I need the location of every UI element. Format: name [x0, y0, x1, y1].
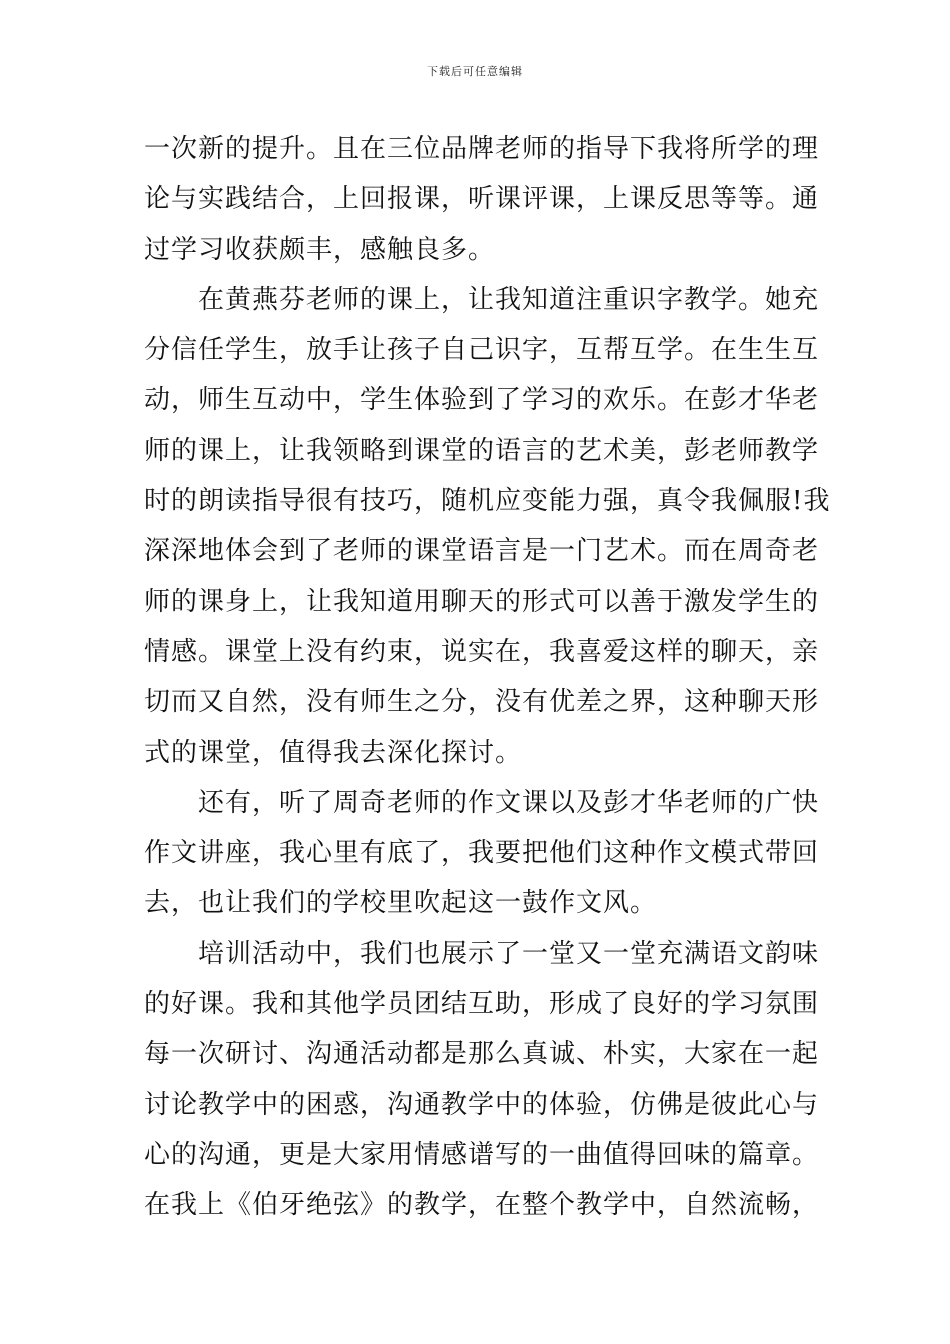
paragraph-first-line: 还有，听了周奇老师的作文课以及彭才华老师的广快	[198, 787, 820, 818]
text-line: 去，也让我们的学校里吹起这一鼓作文风。	[144, 888, 658, 919]
text-line: 切而又自然，没有师生之分，没有优差之界，这种聊天形	[144, 687, 820, 718]
text-line: 动，师生互动中，学生体验到了学习的欢乐。在彭才华老	[144, 385, 820, 416]
text-line: 讨论教学中的困惑，沟通教学中的体验，仿佛是彼此心与	[144, 1089, 820, 1120]
text-line: 式的课堂，值得我去深化探讨。	[144, 737, 523, 768]
text-line: 时的朗读指导很有技巧，随机应变能力强，真令我佩服!我	[144, 486, 831, 517]
text-line: 师的课上，让我领略到课堂的语言的艺术美，彭老师教学	[144, 435, 820, 466]
text-line: 分信任学生，放手让孩子自己识字，互帮互学。在生生互	[144, 335, 820, 366]
text-line: 在我上《伯牙绝弦》的教学，在整个教学中，自然流畅，	[144, 1190, 820, 1221]
text-line: 情感。课堂上没有约束，说实在，我喜爱这样的聊天，亲	[144, 636, 820, 667]
text-line: 每一次研讨、沟通活动都是那么真诚、朴实，大家在一起	[144, 1039, 820, 1070]
paragraph-first-line: 在黄燕芬老师的课上，让我知道注重识字教学。她充	[198, 284, 820, 315]
text-line: 师的课身上，让我知道用聊天的形式可以善于激发学生的	[144, 586, 820, 617]
text-line: 过学习收获颇丰，感触良多。	[144, 234, 496, 265]
page-header-note: 下载后可任意编辑	[427, 65, 523, 78]
text-line: 心的沟通，更是大家用情感谱写的一曲值得回味的篇章。	[144, 1139, 820, 1170]
text-line: 作文讲座，我心里有底了，我要把他们这种作文模式带回	[144, 838, 820, 869]
text-line: 深深地体会到了老师的课堂语言是一门艺术。而在周奇老	[144, 536, 820, 567]
text-line: 一次新的提升。且在三位品牌老师的指导下我将所学的理	[144, 134, 820, 164]
text-line: 的好课。我和其他学员团结互助，形成了良好的学习氛围	[144, 989, 820, 1020]
text-line: 论与实践结合，上回报课，听课评课，上课反思等等。通	[144, 184, 820, 215]
document-body	[144, 124, 831, 1231]
paragraph-first-line: 培训活动中，我们也展示了一堂又一堂充满语文韵味	[198, 938, 820, 969]
